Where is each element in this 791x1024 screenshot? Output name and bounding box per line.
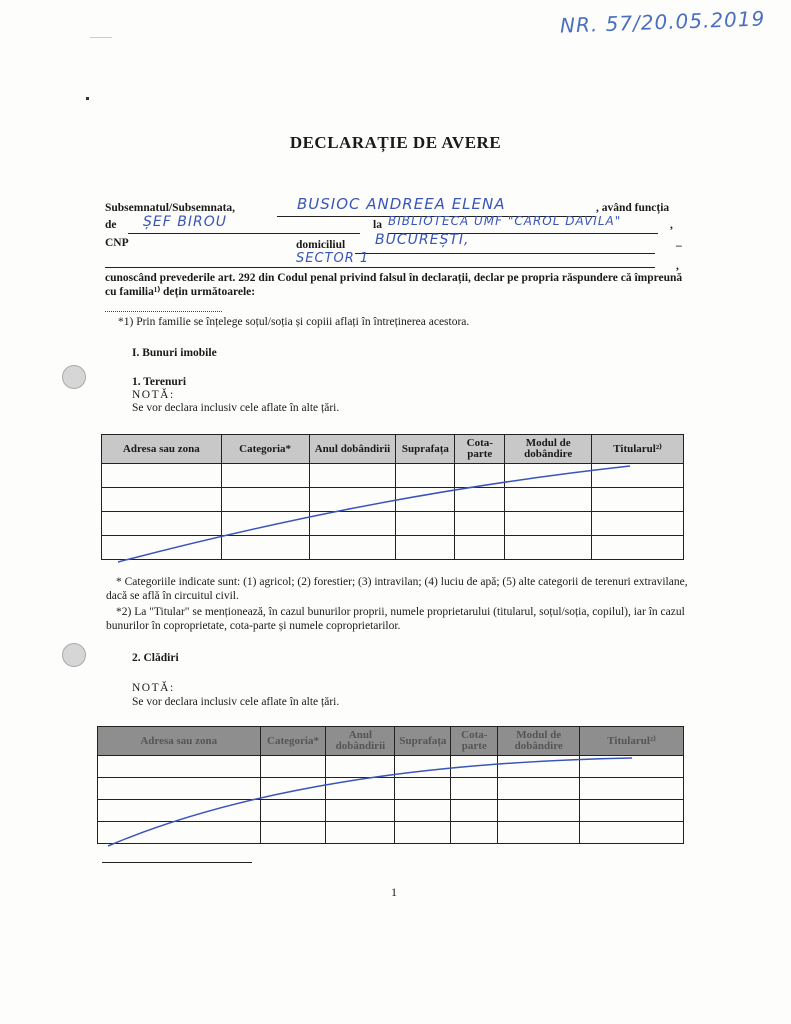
nota-label: NOTĂ: (132, 682, 175, 694)
institutia-value: BIBLIOTECA UMF "CAROL DAVILA" (388, 214, 622, 228)
nota-text: Se vor declara inclusiv cele aflate în alte țări. (132, 402, 340, 414)
col-header: Adresa sau zona (98, 727, 261, 756)
label-functia: , având funcția (596, 202, 670, 214)
col-header: Titularul²⁾ (580, 727, 684, 756)
nota-label: NOTĂ: (132, 389, 175, 401)
col-header: Categoria* (221, 435, 309, 464)
footnote-categorii: * Categoriile indicate sunt: (1) agricol; (2) forestier; (3) intravilan; (4) luciu de apă; (5) alte categorii de terenuri extravilane, dacă se află în circuitul civil. (106, 576, 688, 602)
crossout-stroke-cladiri (108, 758, 632, 846)
domiciliu-value-1: BUCUREȘTI, (375, 232, 470, 248)
section-heading-bunuri-imobile: I. Bunuri imobile (132, 347, 217, 359)
label-cnp: CNP (105, 237, 129, 249)
col-header: Cota-parte (455, 435, 505, 464)
col-header: Titularul²⁾ (592, 435, 684, 464)
statement-text: cunoscând prevederile art. 292 din Codul penal privind falsul în declarații, declar pe propria răspundere că împreună cu familia¹⁾ dețin următoarele: (105, 272, 683, 298)
label-domiciliul: domiciliul (296, 239, 346, 251)
footnote-family: *1) Prin familie se înțelege soțul/soția și copiii aflați în întreținerea acestora. (118, 316, 470, 328)
domiciliu-value-2: SECTOR 1 (296, 251, 370, 266)
col-header: Suprafața (396, 435, 455, 464)
col-header: Categoria* (260, 727, 326, 756)
crossout-stroke-terenuri (118, 466, 630, 562)
comma: , (676, 260, 679, 272)
label-subsemnatul: Subsemnatul/Subsemnata, (105, 202, 236, 214)
col-header: Modul de dobândire (498, 727, 580, 756)
label-la: la (373, 219, 382, 231)
registration-stamp: NR. 57/20.05.2019 (559, 6, 766, 38)
col-header: Cota-parte (451, 727, 498, 756)
comma: , (670, 219, 673, 231)
dash-mark: – (676, 240, 682, 252)
subsection-heading-terenuri: 1. Terenuri (132, 376, 187, 388)
page-number: 1 (391, 885, 397, 899)
declarant-name: BUSIOC ANDREEA ELENA (297, 195, 506, 213)
document-title: DECLARAȚIE DE AVERE (289, 133, 502, 152)
col-header: Modul de dobândire (505, 435, 592, 464)
col-header: Anul dobândirii (326, 727, 395, 756)
label-de: de (105, 219, 117, 231)
subsection-heading-cladiri: 2. Clădiri (132, 652, 179, 664)
bottom-footnote-rule (102, 862, 252, 863)
col-header: Adresa sau zona (102, 435, 222, 464)
col-header: Anul dobândirii (309, 435, 396, 464)
col-header: Suprafața (395, 727, 451, 756)
functia-value: ȘEF BIROU (143, 214, 227, 230)
nota-text: Se vor declara inclusiv cele aflate în alte țări. (132, 696, 340, 708)
footnote-titular: *2) La "Titular" se menționează, în cazul bunurilor proprii, numele proprietarului (titularul, soțul/soția, copilul), iar în cazul bunurilor în coproprietate, cota-parte și numele coproprietarilor. (106, 606, 685, 632)
